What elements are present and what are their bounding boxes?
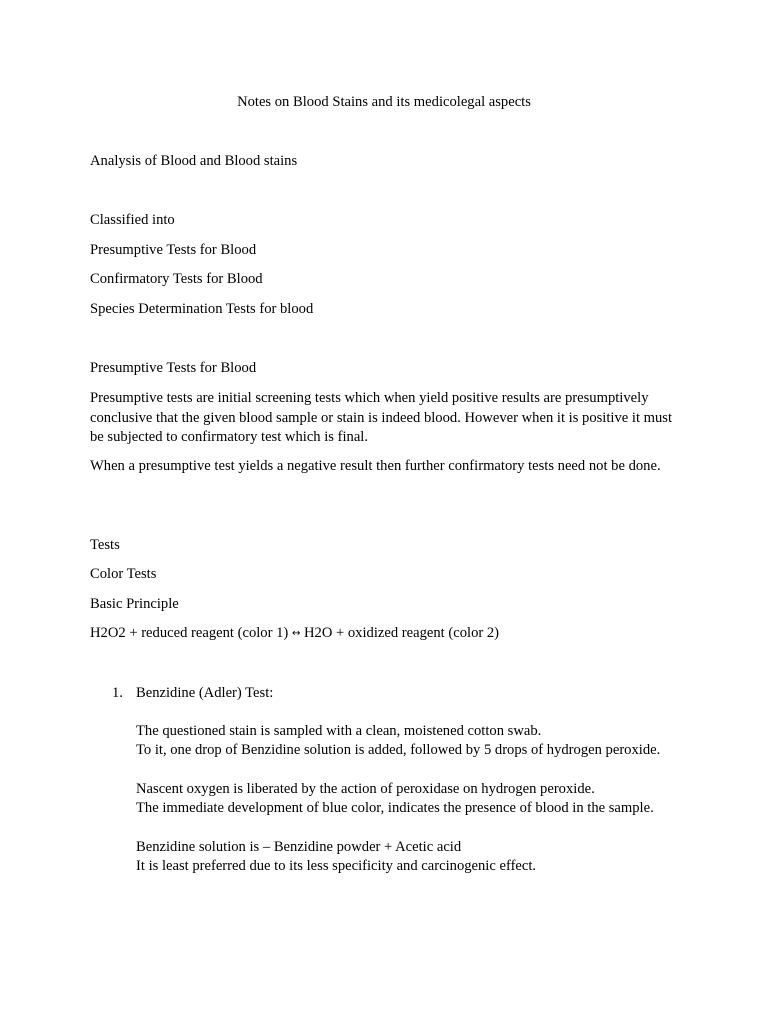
classification-item: Species Determination Tests for blood	[90, 301, 314, 317]
reaction-equation	[90, 624, 680, 644]
tests-heading: Tests	[90, 537, 120, 553]
classification-item: Presumptive Tests for Blood	[90, 242, 257, 258]
presumptive-paragraph: Presumptive tests are initial screening tests which when yield positive results are presumptively conclusive that the given blood sample or stain is indeed blood. However when it is positive it must be subjected to confirmatory test which is final.	[90, 390, 673, 445]
benzidine-test-title: Benzidine (Adler) Test:	[136, 685, 274, 701]
benzidine-step: Nascent oxygen is liberated by the action of peroxidase on hydrogen peroxide.	[136, 781, 595, 797]
color-tests-label: Color Tests	[90, 566, 157, 582]
list-number: 1.	[112, 685, 123, 701]
equation-left: H2O2 + reduced reagent (color 1)	[90, 625, 289, 641]
benzidine-note: It is least preferred due to its less specificity and carcinogenic effect.	[136, 858, 537, 874]
benzidine-note: Benzidine solution is – Benzidine powder + Acetic acid	[136, 839, 462, 855]
equilibrium-arrow-icon: ↔	[291, 628, 301, 639]
presumptive-paragraph-negative: When a presumptive test yields a negative result then further confirmatory tests need not be done.	[90, 458, 661, 474]
document-title: Notes on Blood Stains and its medicolegal aspects	[237, 94, 531, 110]
benzidine-step: The questioned stain is sampled with a clean, moistened cotton swab.	[136, 723, 542, 739]
benzidine-step: To it, one drop of Benzidine solution is added, followed by 5 drops of hydrogen peroxide.	[136, 742, 661, 758]
benzidine-step: The immediate development of blue color, indicates the presence of blood in the sample.	[136, 800, 654, 816]
basic-principle-label: Basic Principle	[90, 596, 179, 612]
classified-into-label: Classified into	[90, 212, 175, 228]
presumptive-heading: Presumptive Tests for Blood	[90, 360, 257, 376]
heading-analysis: Analysis of Blood and Blood stains	[90, 153, 298, 169]
equation-right: H2O + oxidized reagent (color 2)	[303, 625, 500, 641]
classification-item: Confirmatory Tests for Blood	[90, 271, 263, 287]
